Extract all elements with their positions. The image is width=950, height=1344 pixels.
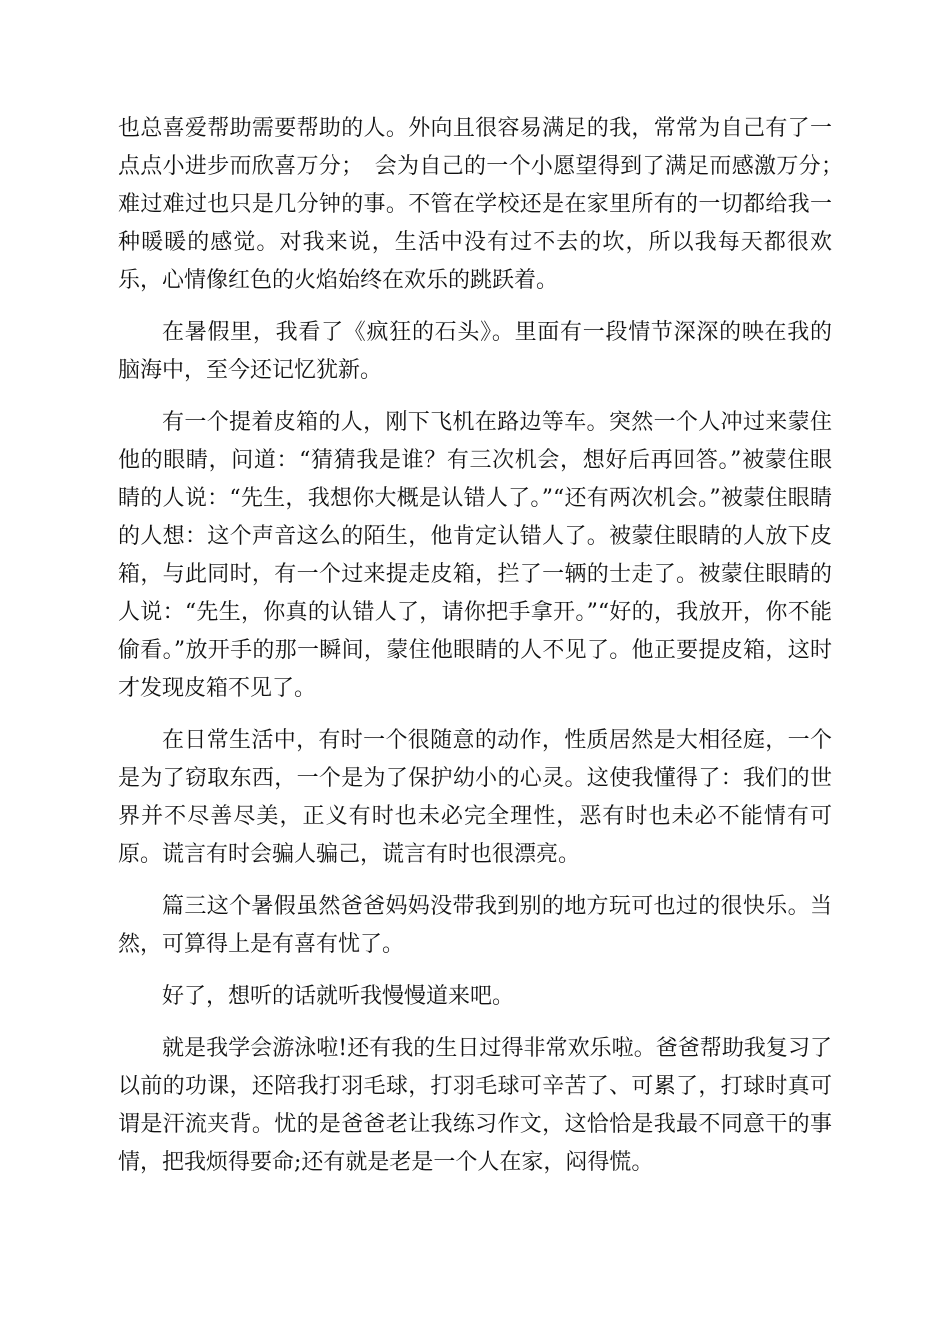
paragraph-4: 在日常生活中，有时一个很随意的动作，性质居然是大相径庭，一个是为了窃取东西，一个是为了保护幼小的心灵。这使我懂得了：我们的世界并不尽善尽美，正义有时也未必完全理性，恶有时也未必不能情有可原。谎言有时会骗人骗己，谎言有时也很漂亮。 [118,728,832,867]
paragraph-2: 在暑假里，我看了《疯狂的石头》。里面有一段情节深深的映在我的脑海中，至今还记忆犹新。 [118,320,832,383]
paragraph-6: 好了，想听的话就听我慢慢道来吧。 [162,984,515,1009]
document-page [118,110,855,1182]
paragraph-1: 也总喜爱帮助需要帮助的人。外向且很容易满足的我，常常为自己有了一点点小进步而欣喜万分； 会为自己的一个小愿望得到了满足而感激万分； 难过难过也只是几分钟的事。不管在学校还是在家里所有的一切都给我一种暖暖的感觉。对我来说，生活中没有过不去的坎，所以我每天都很欢乐，心情像红色的火焰始终在欢乐的跳跃着。 [118,116,855,293]
paragraph-3: 有一个提着皮箱的人，刚下飞机在路边等车。突然一个人冲过来蒙住他的眼睛，问道：“猜猜我是谁？有三次机会，想好后再回答。”被蒙住眼睛的人说：“先生，我想你大概是认错人了。”“还有两次机会。”被蒙住眼睛的人想：这个声音这么的陌生，他肯定认错人了。被蒙住眼睛的人放下皮箱，与此同时，有一个过来提走皮箱，拦了一辆的士走了。被蒙住眼睛的人说：“先生，你真的认错人了，请你把手拿开。”“好的，我放开，你不能偷看。”放开手的那一瞬间，蒙住他眼睛的人不见了。他正要提皮箱，这时才发现皮箱不见了。 [118,410,832,701]
paragraph-7: 就是我学会游泳啦!还有我的生日过得非常欢乐啦。爸爸帮助我复习了以前的功课，还陪我打羽毛球，打羽毛球可辛苦了、可累了，打球时真可谓是汗流夹背。忧的是爸爸老让我练习作文，这恰恰是我最不同意干的事情，把我烦得要命;还有就是老是一个人在家，闷得慌。 [118,1036,832,1175]
paragraph-5: 篇三这个暑假虽然爸爸妈妈没带我到别的地方玩可也过的很快乐。当然，可算得上是有喜有忧了。 [118,894,832,957]
